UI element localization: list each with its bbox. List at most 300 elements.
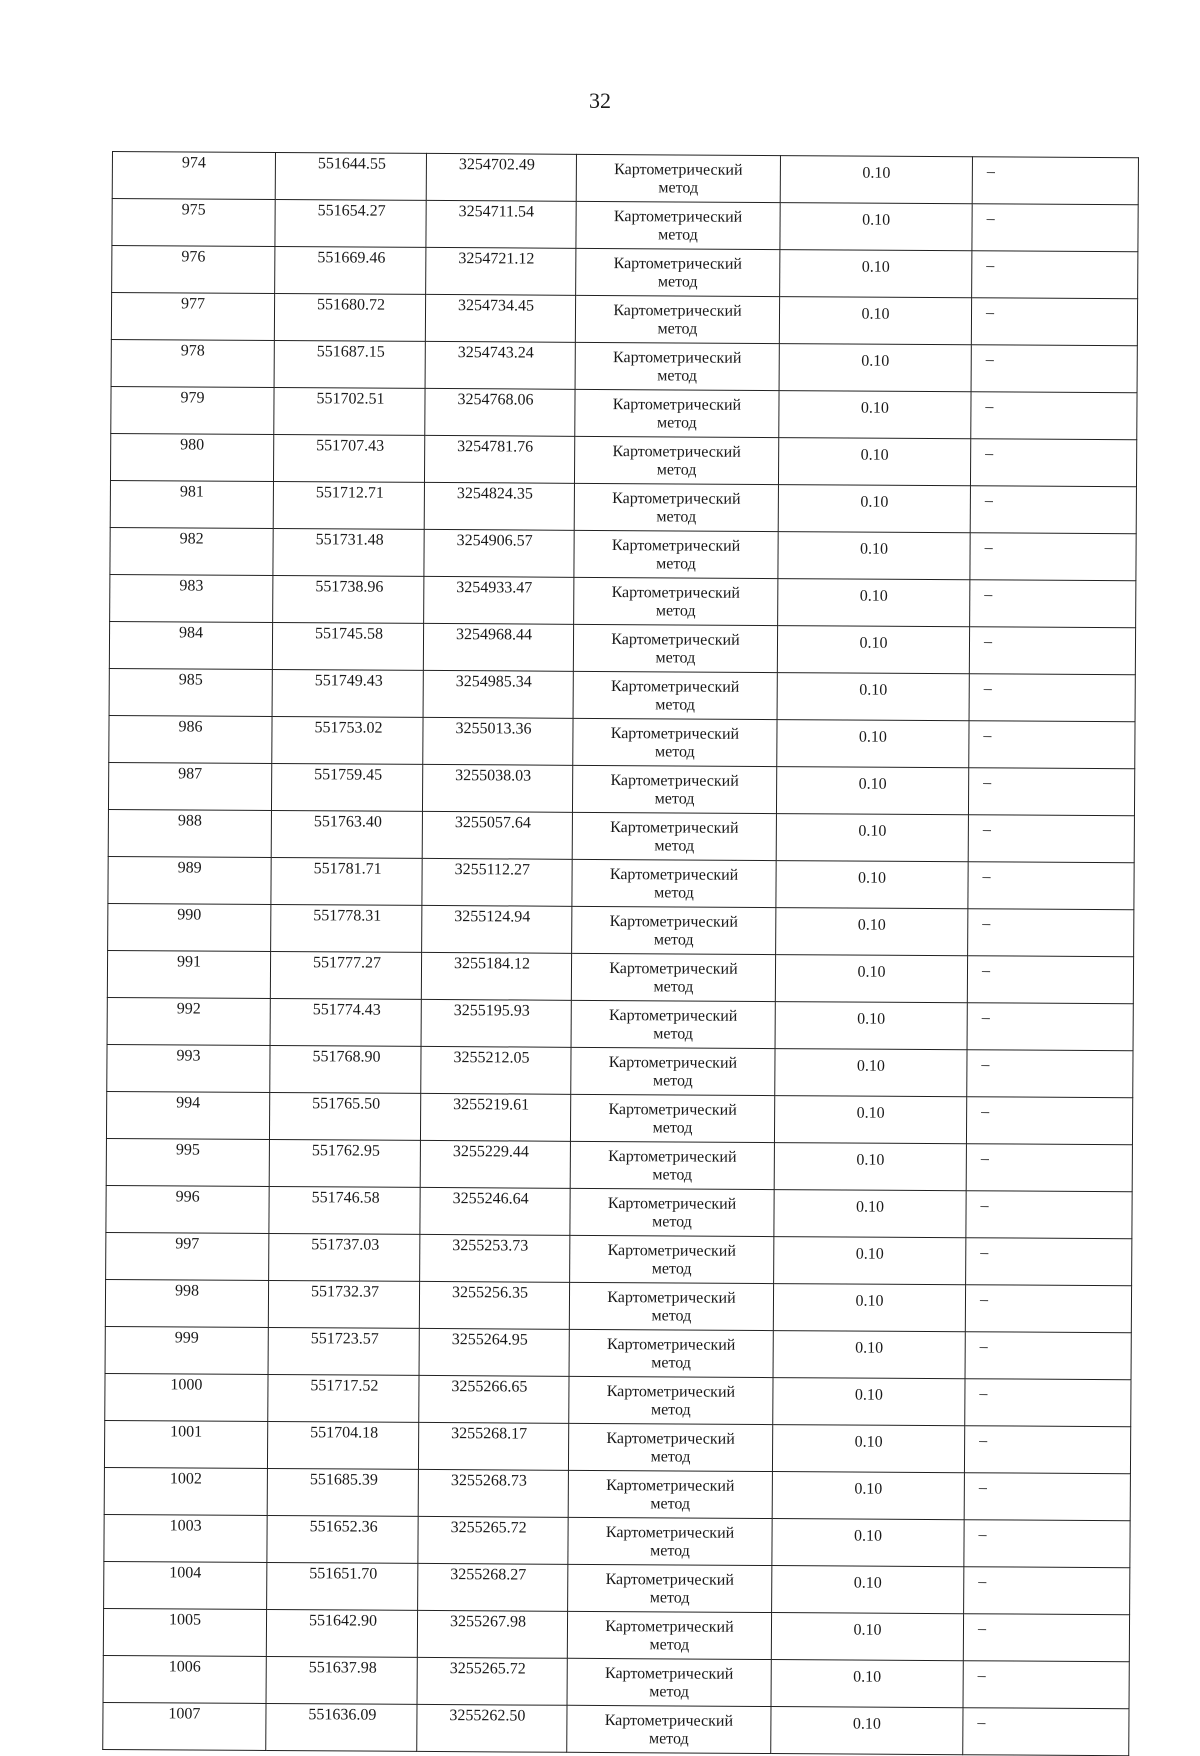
note-cell-text: – <box>983 727 992 745</box>
point-number-cell-text: 983 <box>179 577 204 595</box>
method-cell <box>570 1094 774 1142</box>
x-coordinate-cell <box>274 293 425 341</box>
point-number-cell-text: 982 <box>179 530 204 548</box>
accuracy-cell <box>778 485 970 533</box>
table-row <box>105 1326 1131 1379</box>
y-coordinate-cell <box>420 1140 570 1188</box>
accuracy-cell-text: 0.10 <box>860 540 889 558</box>
accuracy-cell <box>772 1425 964 1473</box>
table-row <box>103 1702 1129 1755</box>
x-coordinate-cell-text: 551642.90 <box>308 1612 378 1630</box>
y-coordinate-cell-text: 3255266.65 <box>451 1378 528 1396</box>
x-coordinate-cell <box>266 1703 417 1751</box>
x-coordinate-cell-text: 551738.96 <box>315 578 384 596</box>
table-row <box>107 997 1133 1050</box>
x-coordinate-cell-text: 551712.71 <box>315 484 384 502</box>
method-cell-text: Картометрический метод <box>611 537 741 573</box>
note-cell-text: – <box>985 304 995 322</box>
accuracy-cell-text: 0.10 <box>857 1010 886 1028</box>
accuracy-cell-text: 0.10 <box>857 916 886 934</box>
point-number-cell-text: 1007 <box>168 1705 201 1723</box>
note-cell <box>967 1003 1133 1051</box>
x-coordinate-cell-text: 551768.90 <box>312 1048 381 1066</box>
x-coordinate-cell-text: 551732.37 <box>310 1283 380 1301</box>
method-cell <box>574 577 778 625</box>
point-number-cell-text: 995 <box>175 1141 200 1159</box>
note-cell-text: – <box>986 163 995 181</box>
method-cell <box>567 1705 771 1753</box>
note-cell <box>970 486 1136 534</box>
point-number-cell-text: 976 <box>181 248 206 266</box>
note-cell <box>969 674 1135 722</box>
x-coordinate-cell <box>267 1515 418 1563</box>
x-coordinate-cell-text: 551707.43 <box>316 437 385 455</box>
accuracy-cell-text: 0.10 <box>858 869 887 887</box>
y-coordinate-cell <box>423 623 573 671</box>
method-cell-text: Картометрический метод <box>613 208 743 244</box>
y-coordinate-cell-text: 3255267.98 <box>449 1613 527 1631</box>
accuracy-cell-text: 0.10 <box>855 1245 884 1263</box>
note-cell <box>972 157 1138 205</box>
x-coordinate-cell-text: 551669.46 <box>317 249 386 267</box>
y-coordinate-cell-text: 3255195.93 <box>453 1002 530 1020</box>
y-coordinate-cell <box>418 1469 568 1517</box>
x-coordinate-cell <box>272 622 423 670</box>
note-cell <box>966 1191 1132 1239</box>
y-coordinate-cell <box>417 1610 567 1658</box>
note-cell <box>968 862 1134 910</box>
point-number-cell-text: 987 <box>178 765 203 783</box>
note-cell-text: – <box>979 1385 988 1403</box>
point-number-cell <box>112 199 275 247</box>
table-row <box>107 1044 1133 1097</box>
y-coordinate-cell-text: 3255013.36 <box>455 720 532 738</box>
note-cell-text: – <box>984 492 993 510</box>
y-coordinate-cell-text: 3255184.12 <box>453 955 531 973</box>
table-row <box>110 480 1136 533</box>
point-number-cell-text: 996 <box>175 1188 200 1206</box>
accuracy-cell-text: 0.10 <box>860 399 889 417</box>
method-cell <box>574 436 778 484</box>
point-number-cell <box>110 433 273 481</box>
note-cell-text: – <box>981 962 991 980</box>
accuracy-cell-text: 0.10 <box>858 775 887 793</box>
y-coordinate-cell <box>426 200 576 248</box>
accuracy-cell <box>780 203 972 251</box>
y-coordinate-cell <box>426 153 576 201</box>
accuracy-cell <box>777 673 969 721</box>
method-cell-text: Картометрический метод <box>614 161 743 197</box>
note-cell-text: – <box>980 1244 989 1262</box>
y-coordinate-cell-text: 3254711.54 <box>458 203 535 221</box>
y-coordinate-cell-text: 3255253.73 <box>452 1237 529 1255</box>
method-cell <box>567 1611 771 1659</box>
point-number-cell <box>103 1702 266 1750</box>
note-cell <box>964 1520 1130 1568</box>
y-coordinate-cell-text: 3255268.73 <box>450 1472 527 1490</box>
point-number-cell <box>111 386 274 434</box>
x-coordinate-cell-text: 551685.39 <box>309 1471 378 1489</box>
accuracy-cell-text: 0.10 <box>853 1668 882 1686</box>
accuracy-cell <box>774 1096 966 1144</box>
x-coordinate-cell <box>274 340 425 388</box>
note-cell-text: – <box>980 1197 989 1215</box>
y-coordinate-cell-text: 3255112.27 <box>454 861 531 879</box>
method-cell-text: Картометрический метод <box>612 443 741 479</box>
note-cell-text: – <box>983 774 992 792</box>
y-coordinate-cell-text: 3254824.35 <box>456 485 533 503</box>
note-cell <box>970 439 1136 487</box>
y-coordinate-cell-text: 3254734.45 <box>458 297 535 315</box>
x-coordinate-cell <box>275 152 426 200</box>
note-cell-text: – <box>977 1667 986 1685</box>
note-cell-text: – <box>978 1526 987 1544</box>
accuracy-cell-text: 0.10 <box>860 493 889 511</box>
note-cell <box>968 815 1134 863</box>
method-cell-text: Картометрический метод <box>610 725 740 761</box>
accuracy-cell-text: 0.10 <box>862 211 891 229</box>
table-row <box>108 903 1134 956</box>
accuracy-cell <box>776 861 968 909</box>
method-cell <box>575 342 779 390</box>
note-cell-text: – <box>982 821 991 839</box>
method-cell-text: Картометрический метод <box>604 1665 734 1701</box>
point-number-cell <box>107 950 270 998</box>
y-coordinate-cell-text: 3255265.72 <box>449 1660 526 1678</box>
y-coordinate-cell <box>423 717 573 765</box>
point-number-cell <box>110 574 273 622</box>
y-coordinate-cell <box>418 1516 568 1564</box>
y-coordinate-cell-text: 3255268.27 <box>450 1566 527 1584</box>
method-cell-text: Картометрический метод <box>608 1101 737 1137</box>
method-cell <box>571 1047 775 1095</box>
point-number-cell <box>107 997 270 1045</box>
table-row <box>108 856 1134 909</box>
method-cell <box>570 1141 774 1189</box>
method-cell <box>576 154 780 202</box>
note-cell <box>968 768 1134 816</box>
method-cell-text: Картометрический метод <box>613 255 743 291</box>
method-cell <box>574 530 778 578</box>
accuracy-cell <box>775 955 967 1003</box>
note-cell-text: – <box>977 1714 986 1732</box>
method-cell-text: Картометрический метод <box>612 396 742 432</box>
table-row <box>104 1467 1130 1520</box>
x-coordinate-cell <box>273 434 424 482</box>
x-coordinate-cell-text: 551774.43 <box>312 1001 381 1019</box>
accuracy-cell <box>771 1707 963 1755</box>
x-coordinate-cell <box>269 1186 420 1234</box>
y-coordinate-cell-text: 3255262.50 <box>449 1707 526 1725</box>
point-number-cell <box>105 1326 268 1374</box>
method-cell-text: Картометрический метод <box>611 631 740 667</box>
y-coordinate-cell <box>424 529 574 577</box>
note-cell-text: – <box>978 1573 987 1591</box>
method-cell-text: Картометрический метод <box>606 1477 735 1513</box>
point-number-cell <box>112 152 275 200</box>
point-number-cell <box>106 1232 269 1280</box>
x-coordinate-cell-text: 551749.43 <box>314 672 383 690</box>
accuracy-cell-text: 0.10 <box>860 446 889 464</box>
accuracy-cell <box>778 579 970 627</box>
note-cell <box>966 1144 1132 1192</box>
y-coordinate-cell-text: 3255212.05 <box>453 1049 530 1067</box>
note-cell <box>967 956 1133 1004</box>
point-number-cell <box>109 715 272 763</box>
method-cell <box>572 859 776 907</box>
x-coordinate-cell <box>275 199 426 247</box>
y-coordinate-cell-text: 3254781.76 <box>457 438 534 456</box>
y-coordinate-cell-text: 3255219.61 <box>453 1096 530 1114</box>
y-coordinate-cell-text: 3255264.95 <box>451 1331 528 1349</box>
point-number-cell-text: 1001 <box>170 1423 203 1441</box>
x-coordinate-cell <box>273 528 424 576</box>
x-coordinate-cell-text: 551746.58 <box>311 1189 380 1207</box>
x-coordinate-cell-text: 551762.95 <box>311 1142 380 1160</box>
method-cell <box>573 718 777 766</box>
note-cell <box>965 1332 1131 1380</box>
note-cell <box>970 533 1136 581</box>
y-coordinate-cell <box>418 1422 568 1470</box>
accuracy-cell <box>772 1519 964 1567</box>
method-cell-text: Картометрический метод <box>605 1571 735 1607</box>
accuracy-cell <box>772 1472 964 1520</box>
x-coordinate-cell-text: 551778.31 <box>313 907 382 925</box>
accuracy-cell <box>771 1613 963 1661</box>
point-number-cell-text: 975 <box>181 201 206 219</box>
point-number-cell <box>108 856 271 904</box>
table-row <box>108 809 1134 862</box>
point-number-cell <box>106 1138 269 1186</box>
x-coordinate-cell-text: 551702.51 <box>316 390 385 408</box>
y-coordinate-cell <box>424 482 574 530</box>
y-coordinate-cell <box>425 341 575 389</box>
accuracy-cell <box>778 438 970 486</box>
x-coordinate-cell-text: 551680.72 <box>317 296 386 314</box>
method-cell-text: Картометрический метод <box>607 1289 736 1325</box>
x-coordinate-cell <box>269 1092 420 1140</box>
point-number-cell <box>105 1279 268 1327</box>
method-cell-text: Картометрический метод <box>606 1336 736 1372</box>
note-cell <box>968 909 1134 957</box>
method-cell <box>571 953 775 1001</box>
accuracy-cell <box>774 1143 966 1191</box>
point-number-cell-text: 1004 <box>169 1564 202 1582</box>
note-cell-text: – <box>979 1291 989 1309</box>
point-number-cell-text: 979 <box>180 389 205 407</box>
x-coordinate-cell-text: 551704.18 <box>310 1424 379 1442</box>
method-cell-text: Картометрический метод <box>613 349 742 385</box>
note-cell <box>964 1473 1130 1521</box>
method-cell <box>570 1188 774 1236</box>
table-row <box>104 1561 1130 1614</box>
table-row <box>105 1279 1131 1332</box>
y-coordinate-cell-text: 3254721.12 <box>458 250 535 268</box>
accuracy-cell-text: 0.10 <box>854 1386 883 1404</box>
accuracy-cell-text: 0.10 <box>856 1198 885 1216</box>
note-cell-text: – <box>981 1056 990 1074</box>
point-number-cell-text: 974 <box>181 154 206 172</box>
note-cell <box>963 1661 1129 1709</box>
x-coordinate-cell <box>268 1327 419 1375</box>
table-row <box>112 199 1138 252</box>
note-cell-text: – <box>980 1150 989 1168</box>
accuracy-cell <box>776 908 968 956</box>
method-cell <box>572 906 776 954</box>
method-cell-text: Картометрический метод <box>609 866 739 902</box>
y-coordinate-cell <box>426 247 576 295</box>
y-coordinate-cell-text: 3254702.49 <box>458 156 535 174</box>
x-coordinate-cell-text: 551753.02 <box>314 719 383 737</box>
point-number-cell <box>110 480 273 528</box>
x-coordinate-cell <box>267 1468 418 1516</box>
table-row <box>105 1373 1131 1426</box>
point-number-cell <box>103 1655 266 1703</box>
note-cell <box>972 251 1138 299</box>
point-number-cell <box>108 762 271 810</box>
point-number-cell-text: 989 <box>177 859 202 877</box>
note-cell <box>971 345 1137 393</box>
x-coordinate-cell <box>273 481 424 529</box>
x-coordinate-cell <box>271 904 422 952</box>
method-cell <box>568 1564 772 1612</box>
y-coordinate-cell <box>421 1046 571 1094</box>
point-number-cell-text: 1006 <box>168 1658 201 1676</box>
method-cell <box>573 624 777 672</box>
x-coordinate-cell <box>271 857 422 905</box>
x-coordinate-cell-text: 551644.55 <box>317 155 386 173</box>
point-number-cell-text: 984 <box>179 624 204 642</box>
y-coordinate-cell-text: 3255268.17 <box>451 1425 528 1443</box>
accuracy-cell-text: 0.10 <box>857 963 886 981</box>
point-number-cell <box>109 621 272 669</box>
x-coordinate-cell-text: 551717.52 <box>310 1377 379 1395</box>
x-coordinate-cell-text: 551636.09 <box>308 1706 377 1724</box>
point-number-cell <box>108 809 271 857</box>
x-coordinate-cell-text: 551651.70 <box>309 1565 378 1583</box>
method-cell-text: Картометрический метод <box>607 1195 737 1231</box>
point-number-cell <box>104 1420 267 1468</box>
note-cell-text: – <box>981 1103 990 1121</box>
point-number-cell-text: 981 <box>179 483 204 501</box>
table-row <box>112 246 1138 299</box>
x-coordinate-cell-text: 551654.27 <box>317 202 386 220</box>
note-cell <box>964 1567 1130 1615</box>
table-row <box>106 1138 1132 1191</box>
method-cell <box>567 1658 771 1706</box>
point-number-cell-text: 990 <box>177 906 202 924</box>
method-cell-text: Картометрический метод <box>605 1618 734 1654</box>
x-coordinate-cell-text: 551777.27 <box>312 954 382 972</box>
accuracy-cell-text: 0.10 <box>853 1621 882 1639</box>
method-cell-text: Картометрический метод <box>610 772 739 808</box>
accuracy-cell-text: 0.10 <box>856 1104 885 1122</box>
point-number-cell <box>109 668 272 716</box>
accuracy-cell-text: 0.10 <box>859 587 888 605</box>
y-coordinate-cell <box>419 1281 569 1329</box>
x-coordinate-cell <box>269 1139 420 1187</box>
x-coordinate-cell <box>269 1233 420 1281</box>
method-cell-text: Картометрический метод <box>610 819 739 855</box>
note-cell <box>965 1379 1131 1427</box>
table-row <box>104 1420 1130 1473</box>
x-coordinate-cell <box>271 810 422 858</box>
point-number-cell <box>106 1091 269 1139</box>
note-cell-text: – <box>982 915 991 933</box>
point-number-cell-text: 998 <box>174 1282 200 1300</box>
method-cell <box>572 765 776 813</box>
method-cell <box>569 1282 773 1330</box>
x-coordinate-cell <box>271 763 422 811</box>
method-cell <box>568 1470 772 1518</box>
accuracy-cell-text: 0.10 <box>854 1433 883 1451</box>
point-number-cell-text: 986 <box>178 718 203 736</box>
accuracy-cell <box>780 156 972 204</box>
table-row <box>109 715 1135 768</box>
y-coordinate-cell <box>422 858 572 906</box>
y-coordinate-cell-text: 3254768.06 <box>457 391 534 409</box>
accuracy-cell <box>773 1331 965 1379</box>
table-row <box>111 386 1137 439</box>
point-number-cell <box>110 527 273 575</box>
y-coordinate-cell <box>422 764 572 812</box>
note-cell <box>969 721 1135 769</box>
accuracy-cell <box>777 626 969 674</box>
note-cell <box>971 392 1137 440</box>
x-coordinate-cell <box>272 716 423 764</box>
y-coordinate-cell-text: 3254968.44 <box>456 626 533 644</box>
x-coordinate-cell-text: 551731.48 <box>315 531 384 549</box>
method-cell <box>571 1000 775 1048</box>
note-cell <box>969 627 1135 675</box>
accuracy-cell-text: 0.10 <box>854 1480 883 1498</box>
method-cell <box>576 248 780 296</box>
point-number-cell-text: 985 <box>178 671 203 689</box>
point-number-cell <box>112 246 275 294</box>
table-row <box>103 1608 1129 1661</box>
point-number-cell <box>106 1185 269 1233</box>
accuracy-cell-text: 0.10 <box>861 258 890 276</box>
table-row <box>110 574 1136 627</box>
point-number-cell-text: 1000 <box>170 1376 203 1394</box>
table-row <box>110 527 1136 580</box>
x-coordinate-cell <box>275 246 426 294</box>
y-coordinate-cell <box>418 1563 568 1611</box>
method-cell-text: Картометрический метод <box>609 960 738 996</box>
point-number-cell-text: 988 <box>177 812 202 830</box>
point-number-cell <box>104 1561 267 1609</box>
table-row <box>109 668 1135 721</box>
method-cell <box>574 483 778 531</box>
y-coordinate-cell <box>421 952 571 1000</box>
x-coordinate-cell <box>272 669 423 717</box>
x-coordinate-cell <box>267 1421 418 1469</box>
accuracy-cell <box>779 391 971 439</box>
x-coordinate-cell <box>274 387 425 435</box>
y-coordinate-cell <box>421 999 571 1047</box>
accuracy-cell <box>772 1566 964 1614</box>
accuracy-cell <box>775 1002 967 1050</box>
point-number-cell-text: 977 <box>181 295 206 313</box>
point-number-cell <box>107 1044 270 1092</box>
y-coordinate-cell <box>424 435 574 483</box>
y-coordinate-cell-text: 3254743.24 <box>457 344 534 362</box>
note-cell-text: – <box>978 1479 987 1497</box>
accuracy-cell-text: 0.10 <box>855 1292 884 1310</box>
accuracy-cell <box>780 250 972 298</box>
accuracy-cell <box>776 767 968 815</box>
point-number-cell-text: 992 <box>176 1000 201 1018</box>
